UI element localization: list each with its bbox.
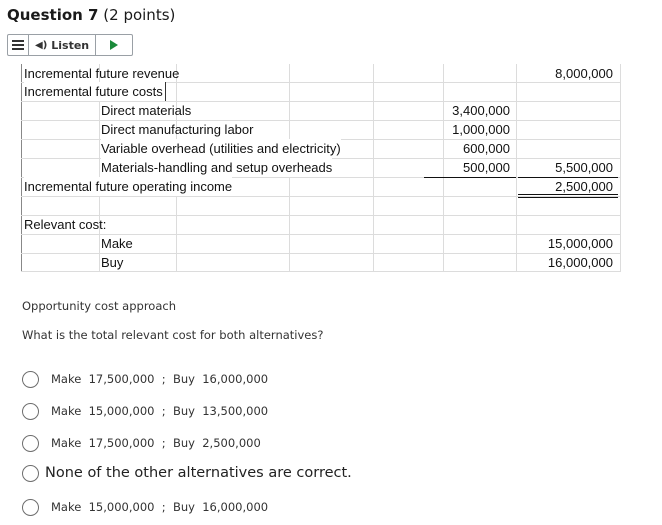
row-make-label: Make	[101, 236, 133, 251]
radio-button[interactable]	[22, 371, 39, 388]
total-top-line	[518, 177, 618, 178]
answer-option[interactable]	[22, 369, 268, 389]
row-materials-handling-label: Materials-handling and setup overheads	[101, 160, 333, 175]
row-direct-materials-label: Direct materials	[101, 103, 192, 118]
play-button[interactable]	[96, 40, 132, 50]
row-revenue-total: 8,000,000	[555, 66, 613, 81]
row-relevant-cost-label: Relevant cost:	[24, 217, 107, 232]
row-variable-overhead-amount: 600,000	[463, 141, 510, 156]
answer-option[interactable]	[22, 433, 261, 453]
row-costs-label: Incremental future costs	[24, 82, 166, 101]
answer-option-label: Make 17,500,000 ; Buy 16,000,000	[51, 372, 269, 386]
radio-button[interactable]	[22, 435, 39, 452]
row-operating-income-label: Incremental future operating income	[24, 179, 233, 194]
speaker-icon: ◀)	[35, 39, 48, 51]
row-materials-handling-amount: 500,000	[463, 160, 510, 175]
play-icon	[110, 40, 118, 50]
question-points: (2 points)	[103, 6, 176, 24]
question-title	[7, 6, 175, 24]
row-direct-materials-amount: 3,400,000	[452, 103, 510, 118]
answer-option-label: Make 15,000,000 ; Buy 16,000,000	[51, 500, 269, 514]
row-materials-handling-total: 5,500,000	[555, 160, 613, 175]
menu-icon[interactable]	[8, 35, 29, 55]
approach-text: Opportunity cost approach	[22, 299, 176, 313]
row-direct-labor-label: Direct manufacturing labor	[101, 122, 254, 137]
answer-option[interactable]	[22, 497, 268, 517]
question-text: What is the total relevant cost for both alternatives?	[22, 328, 324, 342]
read-aloud-toolbar	[7, 34, 133, 56]
answer-option-label: Make 17,500,000 ; Buy 2,500,000	[51, 436, 261, 450]
answer-option[interactable]	[22, 401, 268, 421]
listen-label: Listen	[51, 38, 90, 52]
answer-option-label: None of the other alternatives are correct.	[45, 465, 352, 481]
answer-option-label: Make 15,000,000 ; Buy 13,500,000	[51, 404, 269, 418]
answer-option[interactable]	[22, 463, 352, 483]
question-number: Question 7	[7, 6, 99, 24]
radio-button[interactable]	[22, 499, 39, 516]
row-direct-labor-amount: 1,000,000	[452, 122, 510, 137]
spreadsheet-image	[21, 64, 621, 272]
subtotal-underline	[424, 177, 516, 178]
total-double-underline-2	[518, 197, 618, 198]
listen-button[interactable]	[29, 35, 96, 55]
row-buy-total: 16,000,000	[547, 255, 613, 270]
row-revenue-label: Incremental future revenue	[24, 66, 180, 81]
total-double-underline-1	[518, 194, 618, 195]
row-buy-label: Buy	[101, 255, 124, 270]
row-operating-income-total: 2,500,000	[555, 179, 613, 194]
radio-button[interactable]	[22, 465, 39, 482]
row-variable-overhead-label: Variable overhead (utilities and electricity)	[101, 141, 341, 156]
radio-button[interactable]	[22, 403, 39, 420]
row-make-total: 15,000,000	[547, 236, 613, 251]
